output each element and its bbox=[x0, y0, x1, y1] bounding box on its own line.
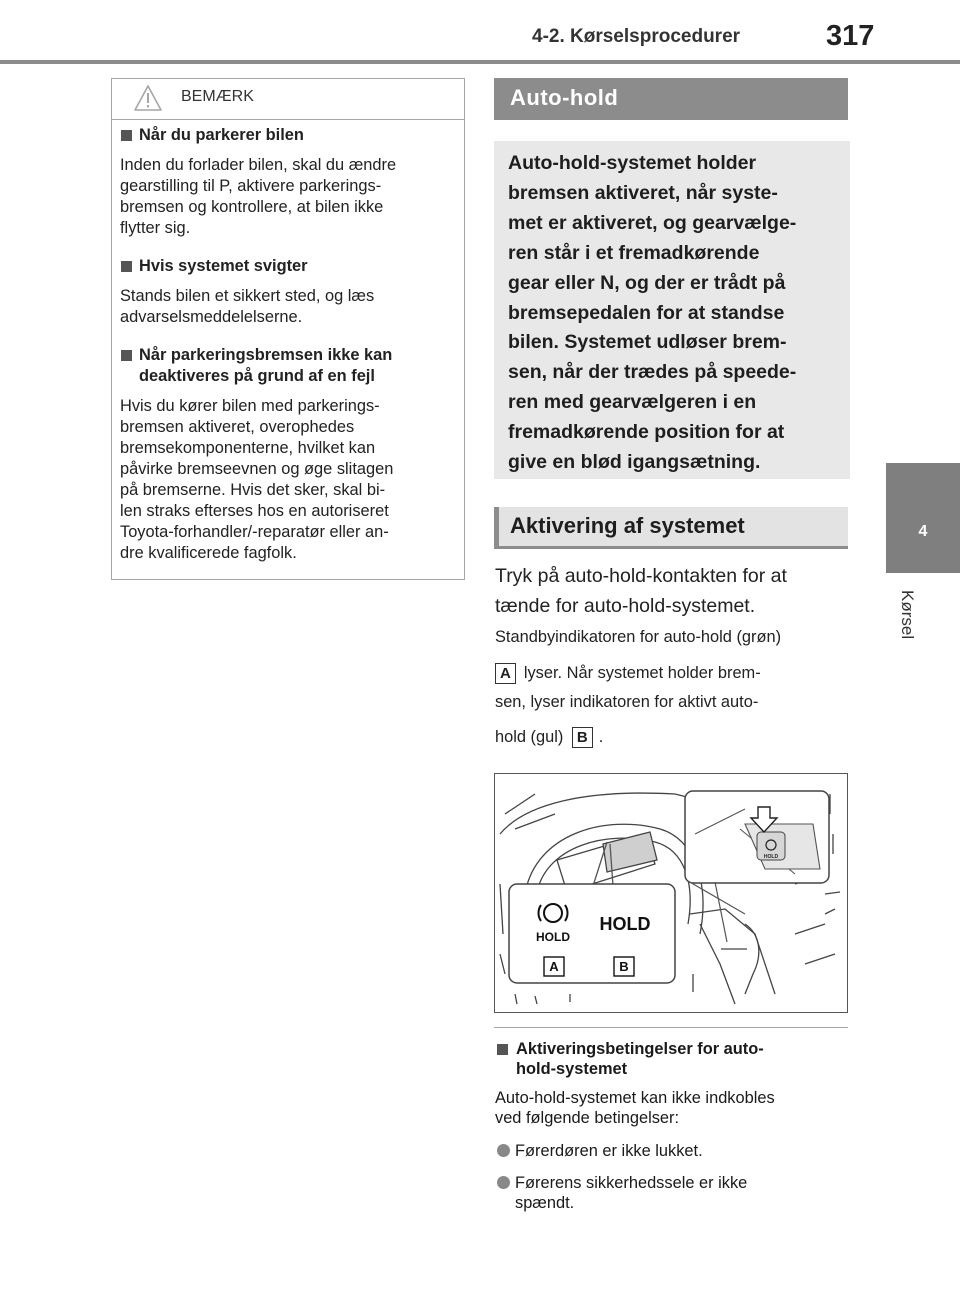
indicator-b-text: HOLD bbox=[599, 914, 651, 934]
switch-label: HOLD bbox=[763, 854, 779, 860]
chapter-tab bbox=[886, 463, 960, 573]
marker-b: B bbox=[572, 727, 593, 748]
circle-bullet-icon bbox=[497, 1144, 510, 1157]
autohold-intro: Auto-hold-systemet holder bremsen aktiveret, når syste- met er aktiveret, og gearvælge- ren står i et fremadkørende gear eller N, og der er trådt på bremsepedalen for at standse bilen. Systemet udløser brem- sen, når der trædes på speede- ren med gearvælgeren i en fremadkørende position for at give en blød igangsætning. bbox=[494, 141, 850, 479]
conditions-intro: Auto-hold-systemet kan ikke indkobles ved følgende betingelser: bbox=[495, 1089, 775, 1127]
activation-heading: Aktivering af systemet bbox=[494, 507, 848, 549]
chapter-title: Kørsel bbox=[898, 590, 917, 640]
activation-lead: Tryk på auto-hold-kontakten for at tænde for auto-hold-systemet. bbox=[495, 565, 787, 617]
caution-label: BEMÆRK bbox=[181, 88, 254, 105]
chapter-label bbox=[897, 590, 937, 660]
note-text-parking: Inden du forlader bilen, skal du ændre gearstilling til P, aktivere parkerings- bremsen og kontrollere, at bilen ikke flytter sig. bbox=[120, 156, 397, 237]
figure-label-a: A bbox=[549, 959, 559, 974]
activation-line-2: A lyser. Når systemet holder brem- bbox=[495, 663, 855, 684]
header-rule bbox=[0, 60, 960, 64]
square-bullet-icon bbox=[121, 261, 132, 272]
activation-line-4: hold (gul) B . bbox=[495, 728, 604, 746]
circle-bullet-icon bbox=[497, 1176, 510, 1189]
page-number: 317 bbox=[826, 20, 875, 52]
dashboard-illustration bbox=[494, 773, 848, 1013]
note-text-brake-fault: Hvis du kører bilen med parkerings- bremsen aktiveret, overophedes bremsekomponenterne, hvilket kan påvirke bremseevnen og øge slitagen på bremserne. Hvis det sker, skal bi- len straks efterses hos en autoriseret Toyota-forhandler/-reparatør eller an- dre kvalificerede fagfolk. bbox=[120, 397, 394, 562]
figure-label-b: B bbox=[619, 959, 629, 974]
conditions-heading: Aktiveringsbetingelser for auto- hold-systemet bbox=[497, 1039, 837, 1079]
activation-line-1: Standbyindikatoren for auto-hold (grøn) bbox=[495, 628, 782, 646]
square-bullet-icon bbox=[121, 130, 132, 141]
warning-triangle-icon bbox=[133, 84, 163, 112]
note-heading-parking: Når du parkerer bilen bbox=[120, 125, 456, 146]
condition-item: Førerdøren er ikke lukket. bbox=[497, 1141, 837, 1161]
note-text-failure: Stands bilen et sikkert sted, og læs advarselsmeddelelserne. bbox=[120, 287, 375, 326]
square-bullet-icon bbox=[497, 1044, 508, 1055]
section-title: 4-2. Kørselsprocedurer bbox=[532, 26, 741, 47]
caution-header bbox=[112, 79, 464, 120]
activation-line-3: sen, lyser indikatoren for aktivt auto- bbox=[495, 693, 759, 711]
condition-item: Førerens sikkerhedssele er ikke spændt. bbox=[497, 1173, 837, 1213]
square-bullet-icon bbox=[121, 350, 132, 361]
autohold-heading: Auto-hold bbox=[494, 78, 848, 120]
note-heading-brake-fault: Når parkeringsbremsen ikke kan deaktiveres på grund af en fejl bbox=[120, 345, 456, 387]
chapter-number: 4 bbox=[918, 523, 928, 540]
note-heading-failure: Hvis systemet svigter bbox=[120, 256, 456, 277]
caution-body bbox=[112, 120, 464, 564]
section-divider bbox=[494, 1027, 848, 1028]
caution-box bbox=[111, 78, 465, 580]
marker-a: A bbox=[495, 663, 516, 684]
indicator-a-text: HOLD bbox=[536, 930, 570, 944]
dashboard-drawing bbox=[495, 774, 846, 1011]
